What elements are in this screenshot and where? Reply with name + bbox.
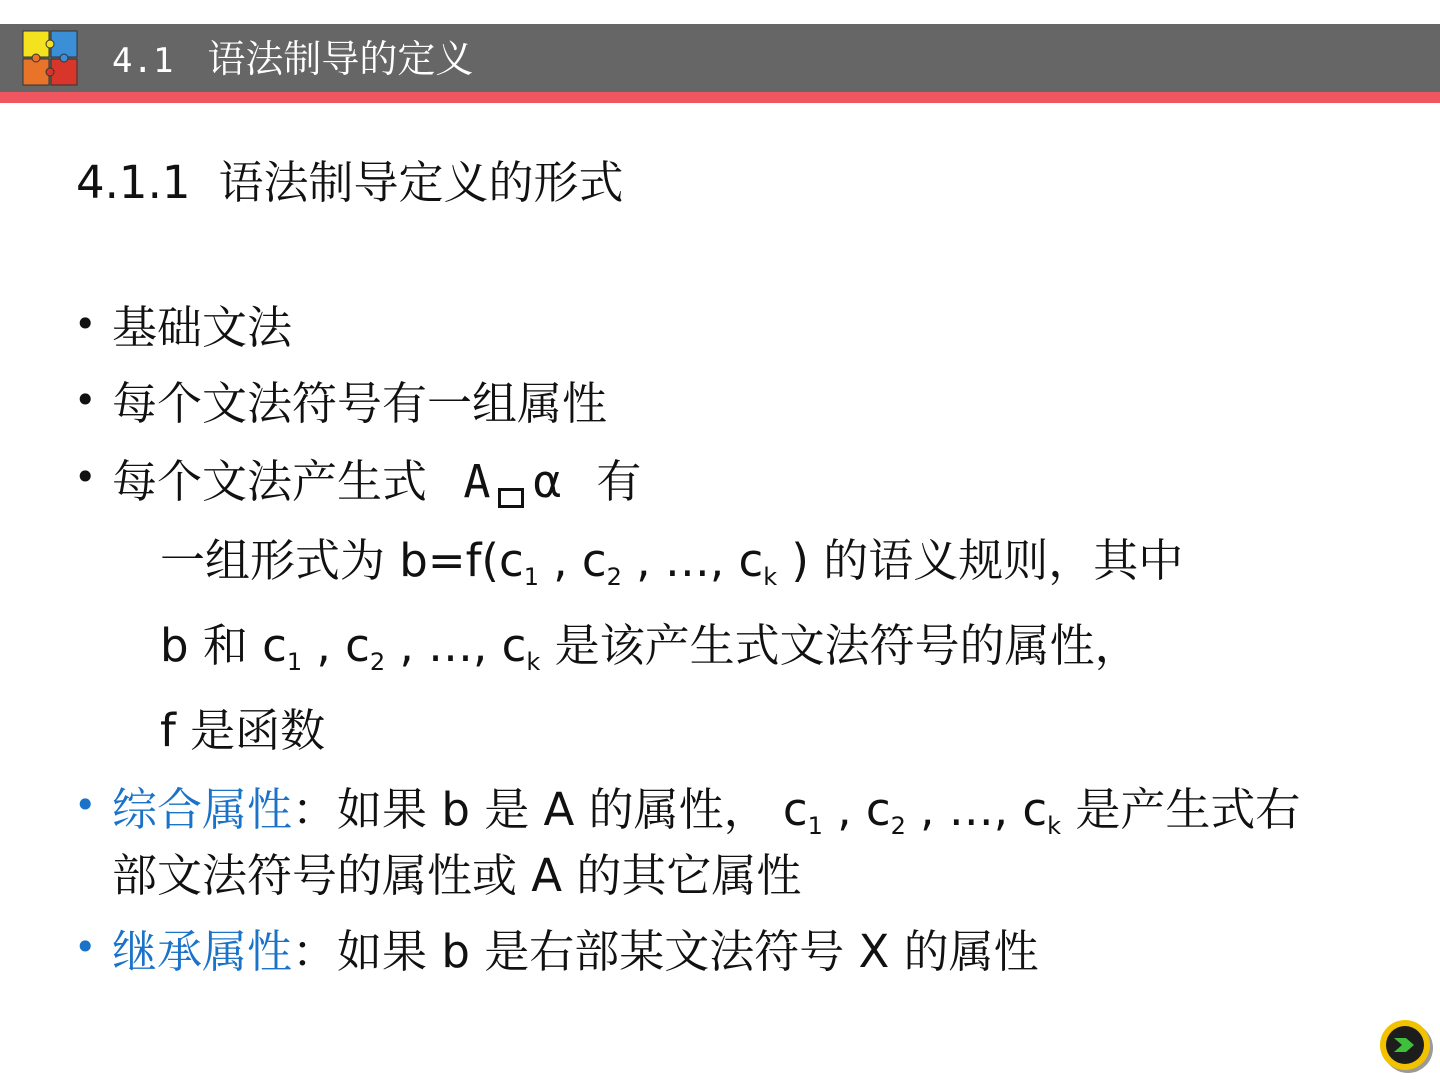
header-stripe: [0, 92, 1440, 103]
function-explanation: f 是函数: [160, 704, 326, 757]
bullet-base-grammar: 基础文法: [112, 301, 293, 354]
header-title: [112, 33, 473, 85]
definition-text: , …, c: [905, 783, 1048, 836]
inherited-attribute: [112, 924, 1039, 980]
synthesized-attribute-cont: 部文法符号的属性或 A 的其它属性: [112, 849, 802, 902]
production-text: 每个文法产生式: [112, 455, 428, 508]
section-title-text: 语法制导定义的形式: [218, 156, 624, 209]
subscript: k: [763, 563, 778, 591]
bullet-marker: •: [74, 302, 97, 346]
production-rhs: α: [532, 455, 563, 508]
subscript: 1: [807, 812, 823, 840]
synthesized-term: 综合属性: [112, 783, 293, 836]
section-title: [76, 146, 624, 211]
production-arrow-icon: [498, 488, 524, 505]
rule-text: , …, c: [621, 534, 764, 587]
semantic-rule-form: [160, 533, 1183, 605]
rule-text: ) 的语义规则，其中: [777, 534, 1184, 587]
bullet-marker: •: [74, 455, 97, 499]
header-section-number: 4.1: [112, 41, 174, 81]
definition-text: , c: [822, 783, 891, 836]
section-number: 4.1.1: [76, 156, 191, 209]
puzzle-logo-icon: [22, 30, 78, 86]
production-lhs: A: [463, 455, 491, 508]
definition-text: ：如果 b 是 A 的属性， c: [292, 783, 808, 836]
subscript: k: [526, 648, 541, 676]
synthesized-attribute: [112, 782, 1300, 854]
subscript: 1: [523, 563, 539, 591]
bullet-production: [112, 454, 641, 510]
production-has: 有: [596, 455, 642, 508]
bullet-marker: •: [74, 925, 97, 969]
bullet-marker: •: [74, 783, 97, 827]
subscript: k: [1047, 812, 1062, 840]
attribute-explanation: [160, 618, 1140, 690]
rule-text: , …, c: [385, 619, 527, 672]
rule-text: 是该产生式文法符号的属性，: [540, 619, 1140, 672]
subscript: 2: [606, 563, 622, 591]
bullet-attribute-set: 每个文法符号有一组属性: [112, 377, 608, 430]
subscript: 2: [369, 648, 386, 676]
subscript: 1: [286, 648, 303, 676]
inherited-term: 继承属性: [112, 925, 293, 978]
bullet-marker: •: [74, 378, 97, 422]
next-arrow-icon[interactable]: [1378, 1018, 1434, 1074]
header-title-text: 语法制导的定义: [207, 37, 474, 81]
definition-text: 是产生式右: [1061, 783, 1301, 836]
definition-text: ：如果 b 是右部某文法符号 X 的属性: [292, 925, 1039, 978]
rule-text: , c: [302, 619, 370, 672]
rule-text: 一组形式为 b=f(c: [160, 534, 524, 587]
subscript: 2: [890, 812, 906, 840]
rule-text: b 和 c: [160, 619, 287, 672]
rule-text: , c: [539, 534, 607, 587]
